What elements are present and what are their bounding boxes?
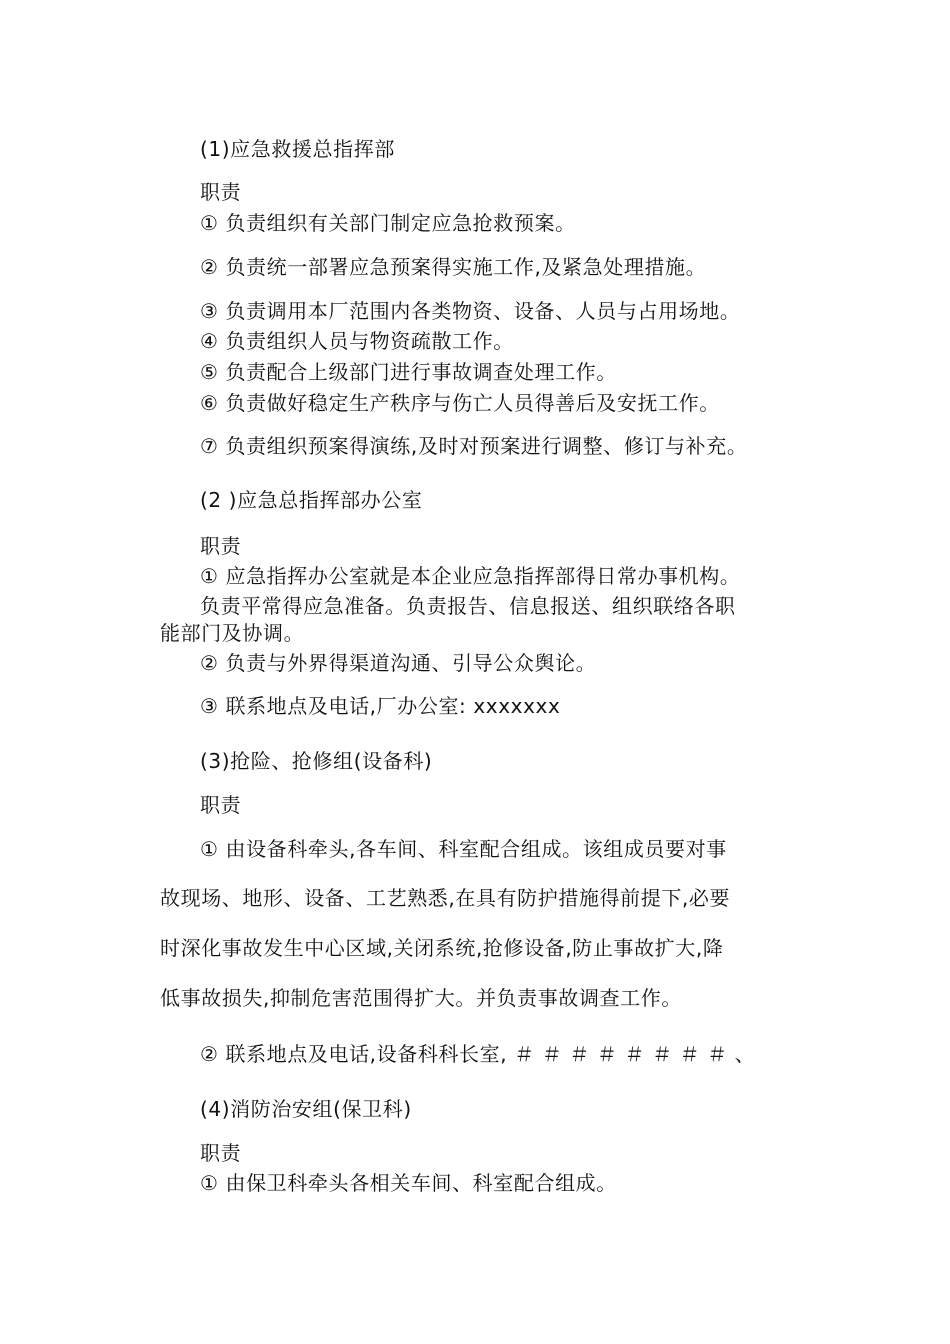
section-1-line-2: ② 负责统一部署应急预案得实施工作,及紧急处理措施。 — [200, 255, 707, 279]
section-2-duty-label: 职责 — [200, 534, 242, 558]
section-1-heading: (1)应急救援总指挥部 — [200, 137, 395, 161]
section-4-heading: (4)消防治安组(保卫科) — [200, 1097, 412, 1121]
section-3-line-2: 故现场、地形、设备、工艺熟悉,在具有防护措施得前提下,必要 — [160, 886, 731, 910]
section-2-line-1: ① 应急指挥办公室就是本企业应急指挥部得日常办事机构。 — [200, 564, 741, 588]
section-4-duty-label: 职责 — [200, 1141, 242, 1165]
section-1-line-6: ⑥ 负责做好稳定生产秩序与伤亡人员得善后及安抚工作。 — [200, 391, 720, 415]
section-2-line-5: ③ 联系地点及电话,厂办公室: xxxxxxx — [200, 694, 561, 718]
section-3-line-4: 低事故损失,抑制危害范围得扩大。并负责事故调查工作。 — [160, 986, 682, 1010]
section-3-line-5: ② 联系地点及电话,设备科科长室, ＃ ＃ ＃ ＃ ＃ ＃ ＃ ＃ 、 — [200, 1042, 756, 1066]
section-2-line-3: 能部门及协调。 — [160, 621, 305, 645]
section-3-line-3: 时深化事故发生中心区域,关闭系统,抢修设备,防止事故扩大,降 — [160, 936, 724, 960]
section-1-line-1: ① 负责组织有关部门制定应急抢救预案。 — [200, 211, 576, 235]
section-2-line-2: 负责平常得应急准备。负责报告、信息报送、组织联络各职 — [200, 594, 736, 618]
section-2-line-4: ② 负责与外界得渠道沟通、引导公众舆论。 — [200, 651, 597, 675]
section-3-heading: (3)抢险、抢修组(设备科) — [200, 749, 433, 773]
section-1-duty-label: 职责 — [200, 180, 242, 204]
section-1-line-4: ④ 负责组织人员与物资疏散工作。 — [200, 329, 514, 353]
section-3-duty-label: 职责 — [200, 793, 242, 817]
section-1-line-7: ⑦ 负责组织预案得演练,及时对预案进行调整、修订与补充。 — [200, 434, 748, 458]
section-3-line-1: ① 由设备科牵头,各车间、科室配合组成。该组成员要对事 — [200, 837, 727, 861]
section-2-heading: (2 )应急总指挥部办公室 — [200, 488, 423, 512]
section-1-line-5: ⑤ 负责配合上级部门进行事故调查处理工作。 — [200, 360, 617, 384]
section-4-line-1: ① 由保卫科牵头各相关车间、科室配合组成。 — [200, 1171, 617, 1195]
section-1-line-3: ③ 负责调用本厂范围内各类物资、设备、人员与占用场地。 — [200, 299, 741, 323]
